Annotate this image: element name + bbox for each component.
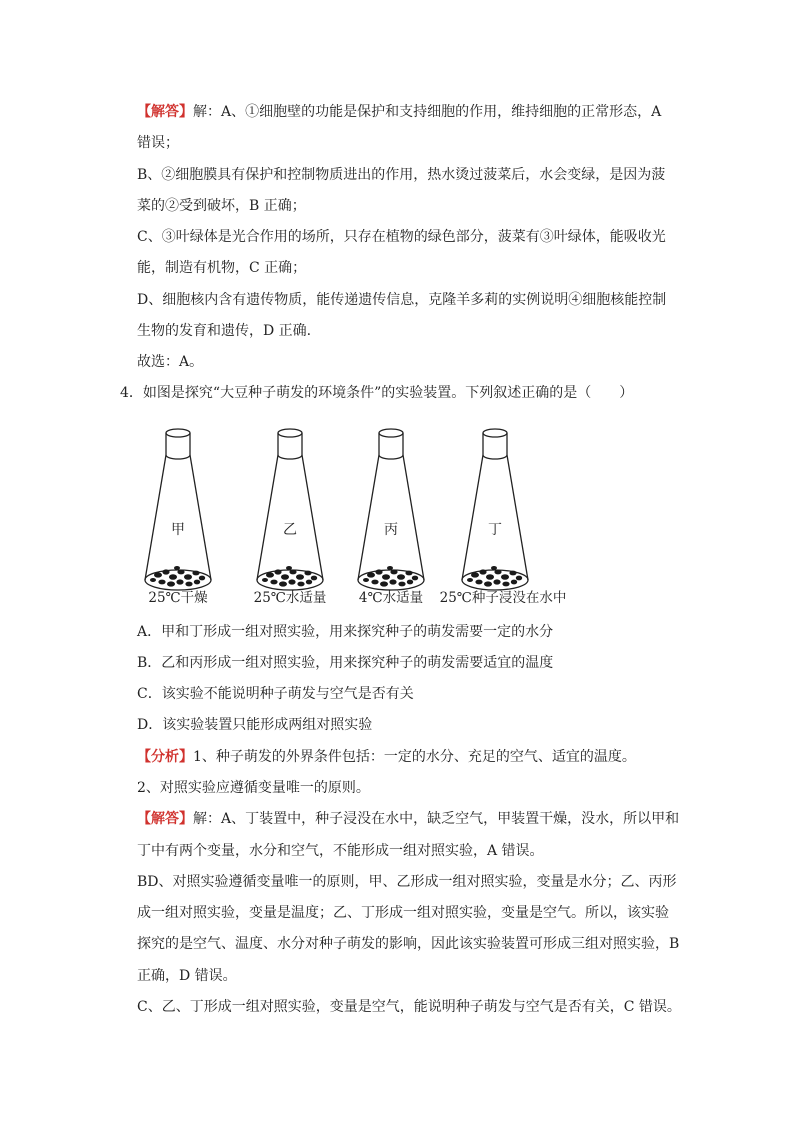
option-a: A．甲和丁形成一组对照实验，用来探究种子的萌发需要一定的水分: [137, 624, 554, 640]
answer4-line-7: C、乙、丁形成一组对照实验，变量是空气，能说明种子萌发与空气是否有关，C 错误。: [137, 999, 681, 1015]
answer4-line-4: 成一组对照实验，变量是温度；乙、丁形成一组对照实验，变量是空气。所以，该实验: [137, 905, 669, 921]
analysis-line-2: 2、对照实验应遵循变量唯一的原则。: [137, 780, 370, 796]
answer4-line-5: 探究的是空气、温度、水分对种子萌发的影响，因此该实验装置可形成三组对照实验，B: [137, 936, 680, 952]
answer-tag: 【解答】: [137, 811, 193, 827]
answer3-line-3: B、②细胞膜具有保护和控制物质进出的作用，热水烫过菠菜后，水会变绿，是因为菠: [137, 167, 666, 183]
answer4-text: 解：A、丁装置中，种子浸没在水中，缺乏空气，甲装置干燥，没水，所以甲和: [193, 811, 680, 827]
option-d: D．该实验装置只能形成两组对照实验: [137, 717, 373, 733]
answer3-line-1: [137, 102, 661, 122]
answer3-line-4: 菜的②受到破坏，B 正确；: [137, 198, 306, 214]
flask-ding-caption: 25℃种子浸没在水中: [439, 590, 567, 606]
answer4-line-6: 正确，D 错误。: [137, 968, 237, 984]
analysis-text: 1、种子萌发的外界条件包括：一定的水分、充足的空气、适宜的温度。: [193, 749, 636, 765]
answer3-line-7: D、细胞核内含有遗传物质，能传递遗传信息，克隆羊多莉的实例说明④细胞核能控制: [137, 292, 667, 308]
answer3-line-2: 错误；: [137, 135, 179, 151]
option-c: C．该实验不能说明种子萌发与空气是否有关: [137, 686, 414, 702]
analysis-line-1: [137, 747, 636, 767]
answer3-line-5: C、③叶绿体是光合作用的场所，只存在植物的绿色部分，菠菜有③叶绿体，能吸收光: [137, 229, 666, 245]
flask-jia-label: 甲: [171, 522, 185, 538]
option-b: B．乙和丙形成一组对照实验，用来探究种子的萌发需要适宜的温度: [137, 655, 554, 671]
flask-bing-label: 丙: [384, 522, 398, 538]
answer3-text: 解：A、①细胞壁的功能是保护和支持细胞的作用，维持细胞的正常形态，A: [193, 104, 662, 120]
seed-germination-figure: [138, 410, 578, 615]
question4-stem: 4．如图是探究“大豆种子萌发的环境条件”的实验装置。下列叙述正确的是（ ）: [120, 385, 634, 401]
answer3-line-6: 能，制造有机物，C 正确；: [137, 260, 307, 276]
answer4-line-3: BD、对照实验遵循变量唯一的原则，甲、乙形成一组对照实验，变量是水分；乙、丙形: [137, 874, 677, 890]
answer3-line-8: 生物的发育和遗传，D 正确.: [137, 323, 312, 339]
answer-tag: 【解答】: [137, 104, 193, 120]
flask-bing: [358, 429, 424, 606]
answer4-line-1: [137, 809, 679, 829]
flask-jia-caption: 25℃干燥: [148, 590, 208, 606]
flask-yi: [254, 429, 327, 606]
flask-ding-label: 丁: [488, 522, 502, 538]
flask-ding: [440, 429, 567, 606]
answer4-line-2: 丁中有两个变量，水分和空气，不能形成一组对照实验，A 错误。: [137, 843, 544, 859]
flask-yi-label: 乙: [283, 522, 297, 538]
flask-yi-caption: 25℃水适量: [253, 590, 327, 606]
answer3-line-9: 故选：A。: [137, 354, 204, 370]
flask-jia: [145, 429, 211, 606]
analysis-tag: 【分析】: [137, 749, 193, 765]
flask-bing-caption: 4℃水适量: [358, 590, 424, 606]
